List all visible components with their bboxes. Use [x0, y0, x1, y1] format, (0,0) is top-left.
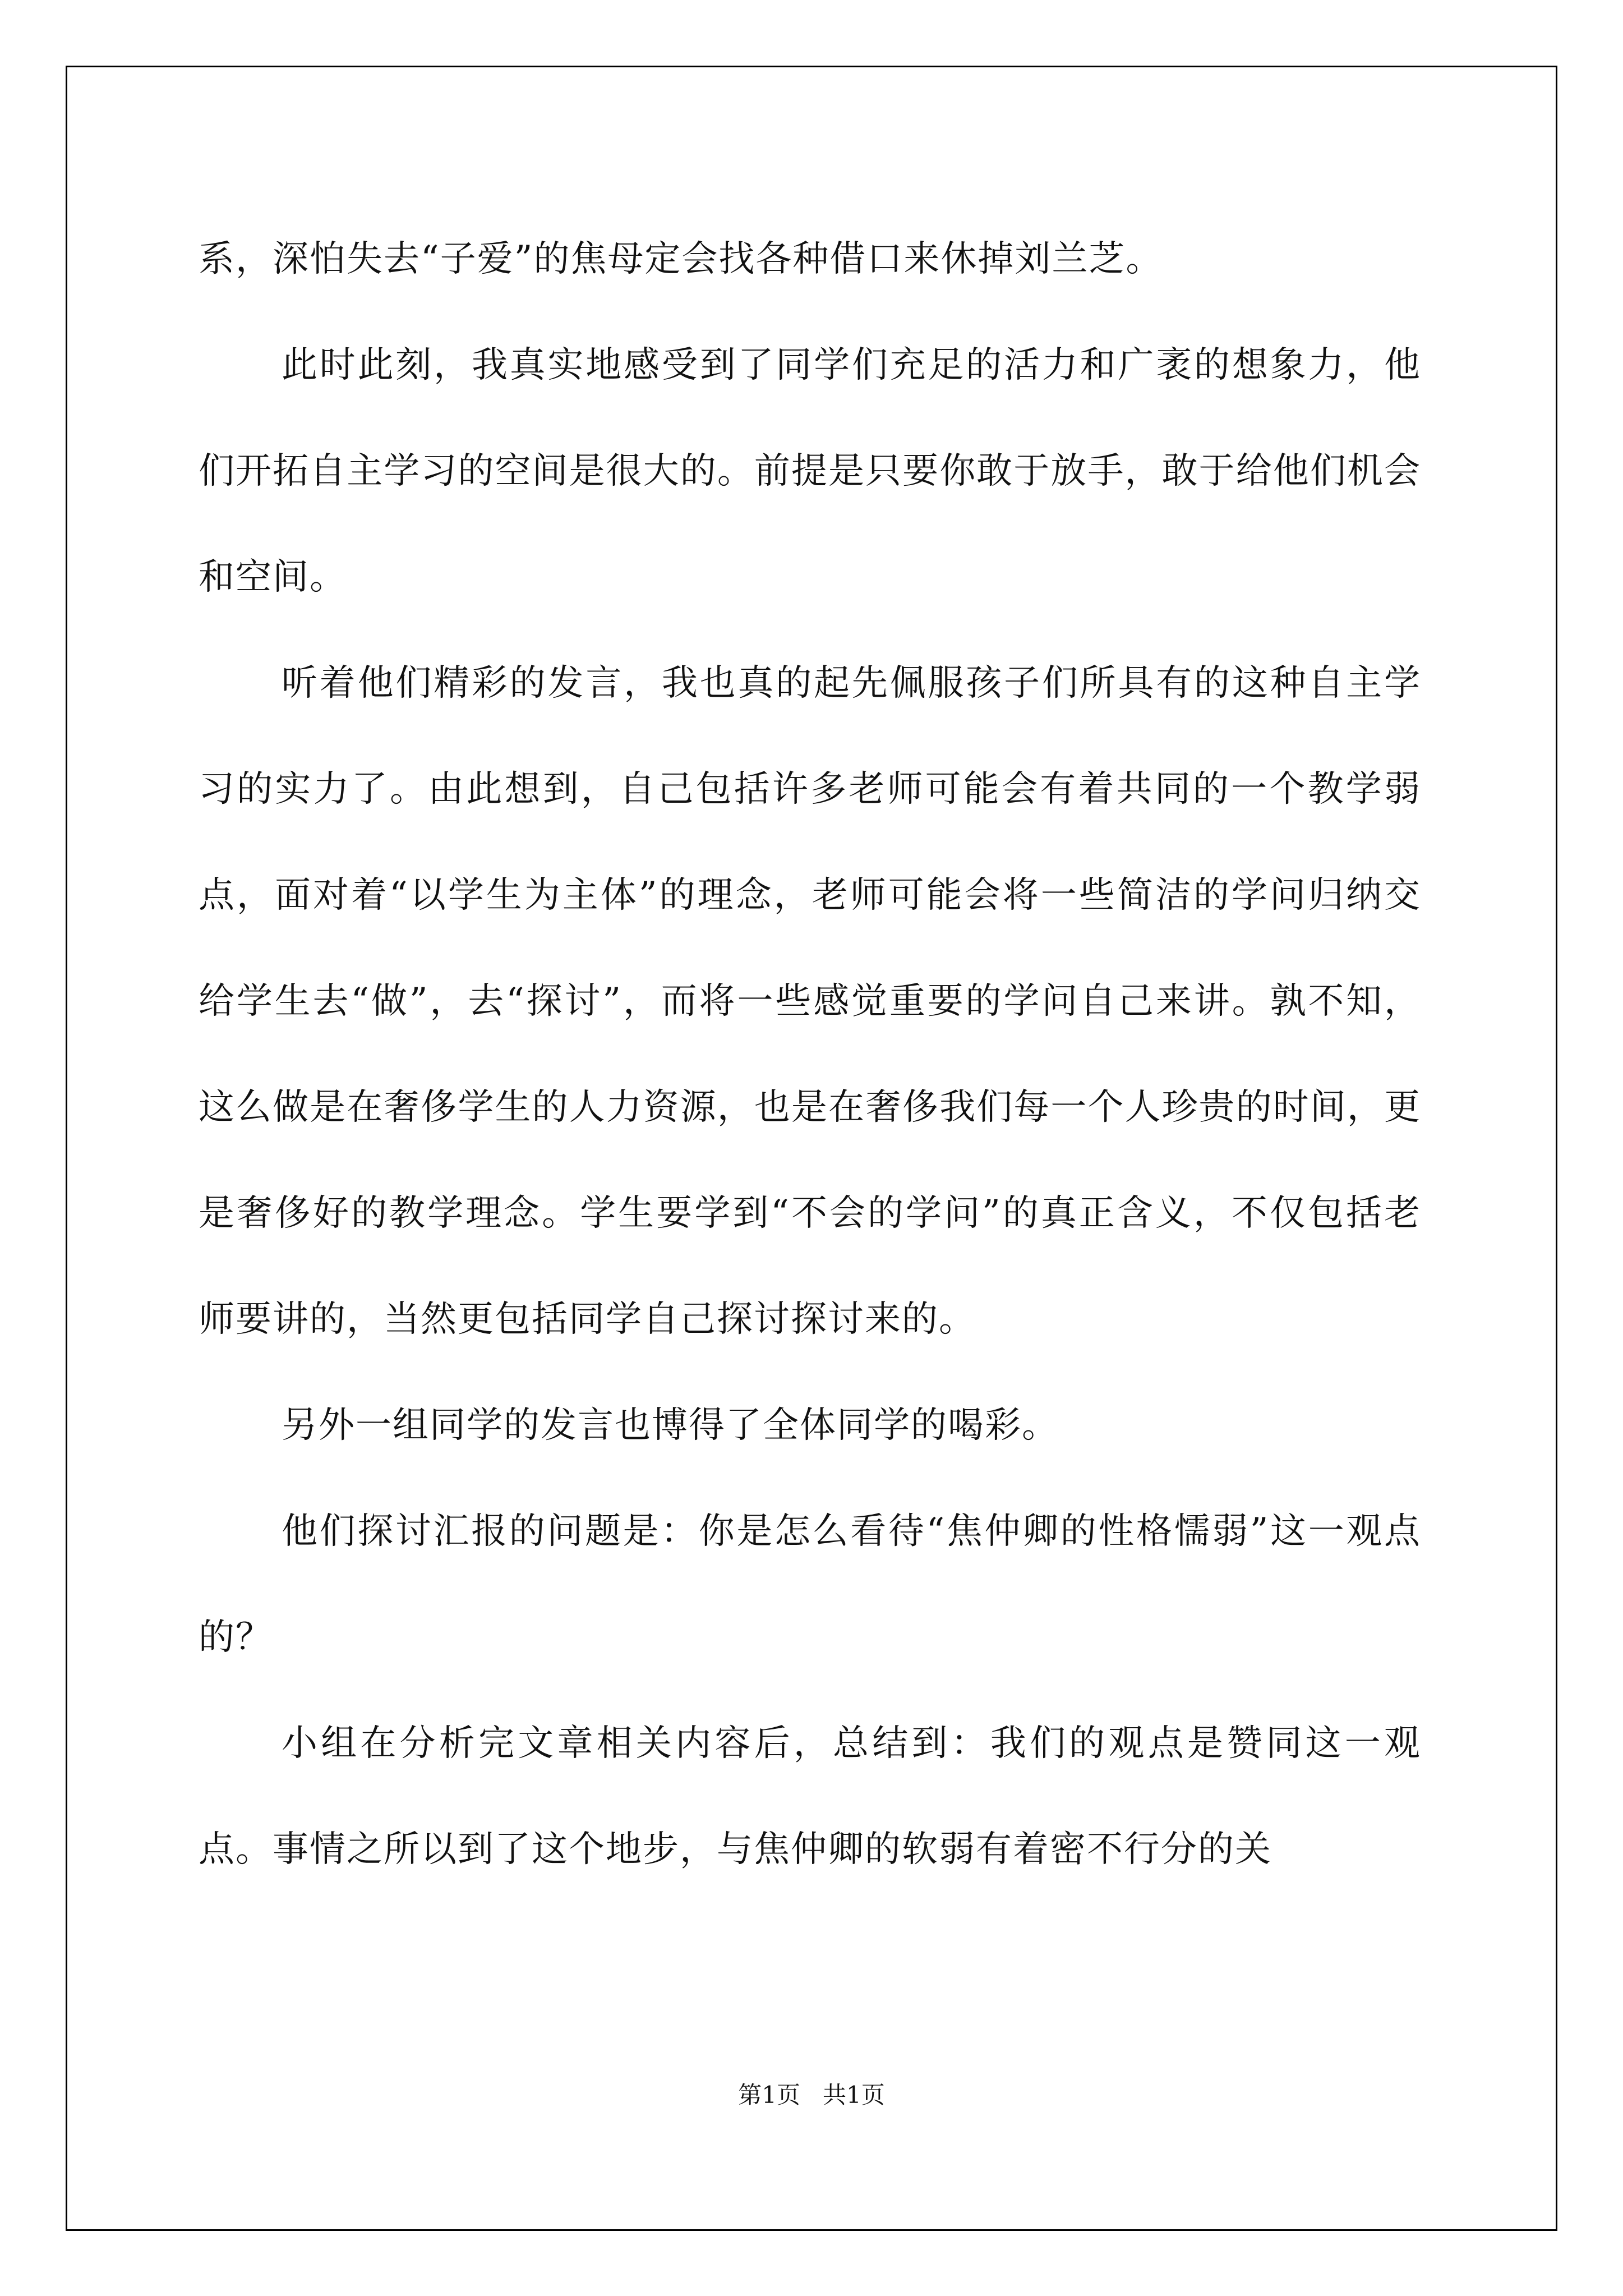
document-body — [199, 206, 1421, 1903]
page-number-footer: 第1页 共1页 — [738, 2081, 885, 2109]
paragraph-4: 另外一组同学的发言也博得了全体同学的喝彩。 — [282, 1405, 1059, 1446]
paragraph-2: 此时此刻，我真实地感受到了同学们充足的活力和广袤的想象力，他们开拓自主学习的空间是很大的。前提是只要你敢于放手，敢于给他们机会和空间。 — [199, 344, 1421, 598]
paragraph-1: 系，深怕失去“子爱”的焦母定会找各种借口来休掉刘兰芝。 — [199, 238, 1163, 280]
paragraph-6: 小组在分析完文章相关内容后，总结到：我们的观点是赞同这一观点。事情之所以到了这个地步，与焦仲卿的软弱有着密不行分的关 — [199, 1723, 1421, 1870]
paragraph-3: 听着他们精彩的发言，我也真的起先佩服孩子们所具有的这种自主学习的实力了。由此想到，自己包括许多老师可能会有着共同的一个教学弱点，面对着“以学生为主体”的理念，老师可能会将一些简洁的学问归纳交给学生去“做”，去“探讨”，而将一些感觉重要的学问自己来讲。孰不知，这么做是在奢侈学生的人力资源，也是在奢侈我们每一个人珍贵的时间，更是奢侈好的教学理念。学生要学到“不会的学问”的真正含义，不仅包括老师要讲的，当然更包括同学自己探讨探讨来的。 — [199, 662, 1421, 1340]
paragraph-5: 他们探讨汇报的问题是：你是怎么看待“焦仲卿的性格懦弱”这一观点的？ — [199, 1511, 1421, 1658]
